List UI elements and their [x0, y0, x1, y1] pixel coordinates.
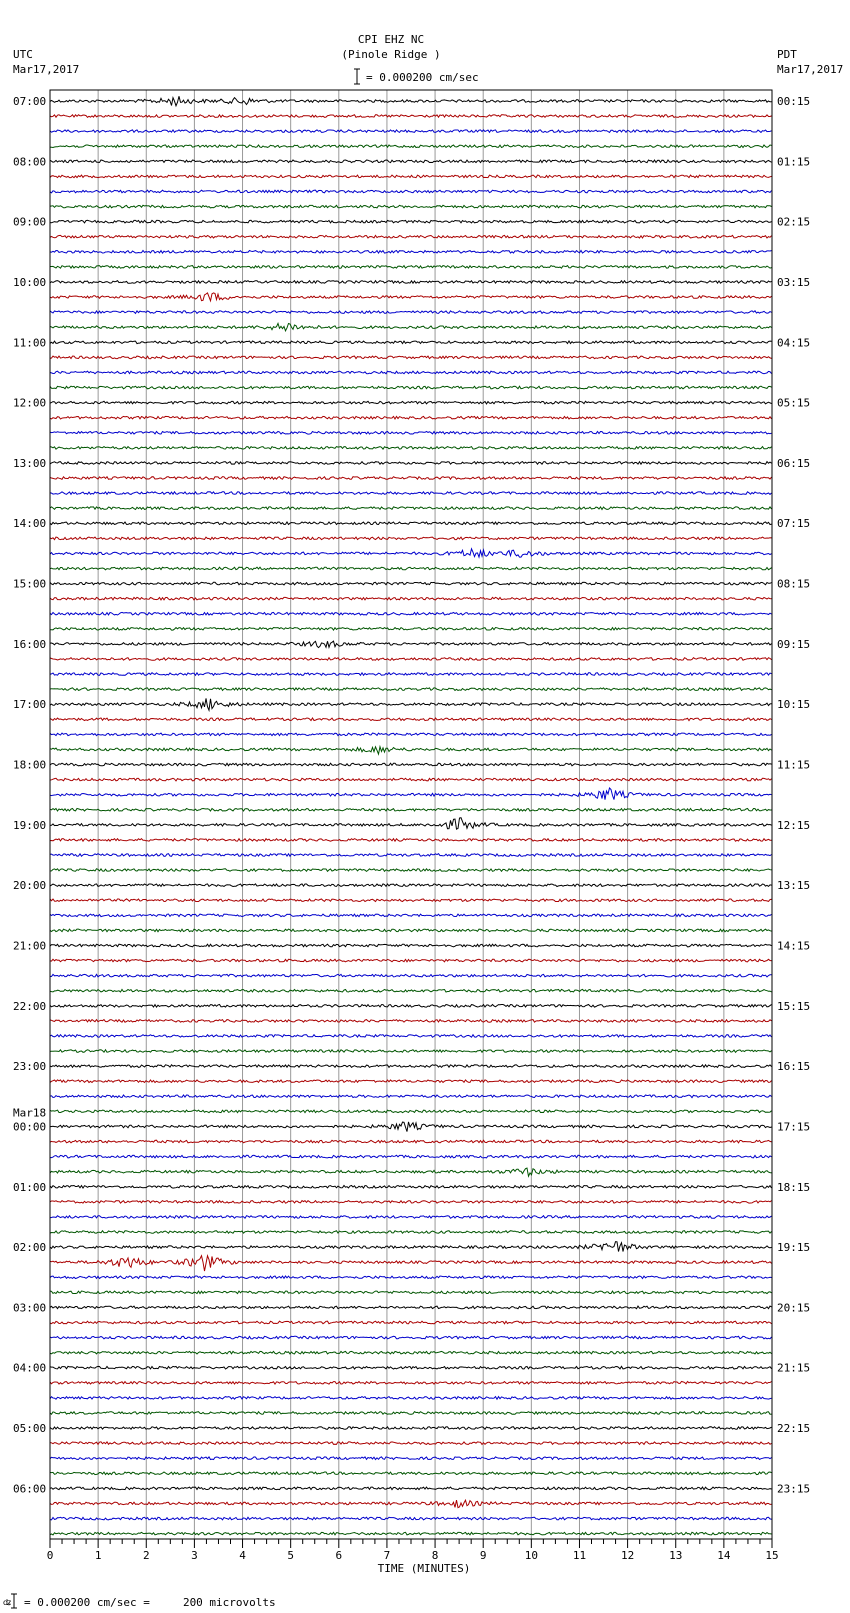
- station-location: (Pinole Ridge ): [341, 48, 441, 61]
- trace-32: [50, 582, 772, 585]
- trace-10: [50, 251, 772, 254]
- trace-88: [50, 1427, 772, 1430]
- x-tick-label: 11: [572, 1549, 587, 1562]
- trace-57: [50, 959, 772, 962]
- right-hour-label: 01:15: [777, 155, 811, 169]
- x-tick-label: 1: [94, 1549, 102, 1562]
- trace-78: [50, 1276, 772, 1279]
- trace-76: [50, 1242, 772, 1252]
- trace-68: [50, 1122, 772, 1132]
- trace-54: [50, 914, 772, 917]
- trace-29: [50, 537, 772, 540]
- trace-84: [50, 1366, 772, 1369]
- right-hour-label: 16:15: [777, 1060, 811, 1074]
- right-hour-label: 10:15: [777, 698, 811, 712]
- trace-31: [50, 567, 772, 570]
- trace-63: [50, 1050, 772, 1053]
- trace-71: [50, 1168, 772, 1176]
- right-hour-label: 07:15: [777, 517, 811, 531]
- trace-23: [50, 447, 772, 450]
- trace-20: [50, 401, 772, 404]
- trace-46: [50, 788, 772, 800]
- left-timezone: UTC: [13, 48, 33, 61]
- left-hour-label: 06:00: [13, 1482, 47, 1496]
- date-change-label: Mar18: [13, 1106, 47, 1120]
- trace-34: [50, 612, 772, 615]
- left-hour-label: 23:00: [13, 1060, 47, 1074]
- x-tick-label: 15: [765, 1549, 779, 1562]
- trace-37: [50, 658, 772, 661]
- trace-28: [50, 522, 772, 525]
- left-date: Mar17,2017: [13, 63, 80, 76]
- footer-marker-icon: ʥ: [3, 1598, 12, 1607]
- trace-30: [50, 549, 772, 557]
- trace-9: [50, 235, 772, 238]
- right-hour-label: 09:15: [777, 637, 811, 651]
- right-hour-label: 23:15: [777, 1482, 811, 1496]
- trace-25: [50, 477, 772, 480]
- right-hour-label: 04:15: [777, 336, 811, 350]
- station-title: CPI EHZ NC: [357, 33, 425, 46]
- trace-49: [50, 839, 772, 842]
- trace-73: [50, 1201, 772, 1204]
- right-hour-label: 21:15: [777, 1361, 811, 1375]
- left-hour-label: 21:00: [13, 939, 47, 953]
- left-hour-label: 00:00: [13, 1120, 47, 1134]
- left-hour-label: 10:00: [13, 275, 47, 289]
- trace-91: [50, 1472, 772, 1475]
- left-hour-label: 16:00: [13, 637, 47, 651]
- trace-19: [50, 386, 772, 389]
- trace-66: [50, 1095, 772, 1098]
- right-hour-label: 14:15: [777, 939, 811, 953]
- trace-60: [50, 1005, 772, 1008]
- trace-61: [50, 1020, 772, 1023]
- x-tick-label: 2: [142, 1549, 150, 1562]
- trace-33: [50, 597, 772, 600]
- right-hour-label: 18:15: [777, 1180, 811, 1194]
- left-hour-label: 07:00: [13, 95, 47, 108]
- trace-70: [50, 1155, 772, 1158]
- x-tick-label: 7: [383, 1549, 391, 1562]
- trace-35: [50, 628, 772, 631]
- trace-39: [50, 688, 772, 691]
- right-hour-label: 05:15: [777, 396, 811, 410]
- x-tick-label: 10: [524, 1549, 538, 1562]
- trace-38: [50, 673, 772, 676]
- trace-27: [50, 507, 772, 510]
- right-hour-label: 12:15: [777, 818, 811, 832]
- trace-79: [50, 1291, 772, 1294]
- trace-48: [50, 818, 772, 829]
- trace-26: [50, 492, 772, 495]
- right-hour-label: 13:15: [777, 879, 811, 893]
- trace-17: [50, 356, 772, 359]
- trace-12: [50, 281, 772, 284]
- right-hour-label: 17:15: [777, 1120, 811, 1134]
- trace-44: [50, 763, 772, 766]
- trace-50: [50, 854, 772, 857]
- right-hour-label: 08:15: [777, 577, 811, 591]
- trace-52: [50, 884, 772, 887]
- x-tick-label: 3: [191, 1549, 198, 1562]
- x-tick-label: 12: [620, 1549, 635, 1562]
- trace-16: [50, 341, 772, 344]
- x-tick-label: 0: [46, 1549, 54, 1562]
- trace-62: [50, 1035, 772, 1038]
- trace-93: [50, 1500, 772, 1508]
- left-hour-label: 14:00: [13, 517, 47, 531]
- left-hour-label: 20:00: [13, 879, 47, 893]
- right-hour-label: 20:15: [777, 1301, 811, 1315]
- trace-36: [50, 641, 772, 648]
- left-hour-label: 03:00: [13, 1301, 47, 1315]
- x-axis-title: TIME (MINUTES): [377, 1562, 471, 1575]
- trace-4: [50, 160, 772, 163]
- trace-6: [50, 190, 772, 193]
- trace-80: [50, 1306, 772, 1309]
- trace-56: [50, 944, 772, 947]
- x-tick-label: 13: [669, 1549, 683, 1562]
- trace-53: [50, 899, 772, 902]
- trace-14: [50, 311, 772, 314]
- trace-41: [50, 718, 772, 721]
- right-date: Mar17,2017: [777, 63, 844, 76]
- trace-75: [50, 1231, 772, 1234]
- right-hour-label: 11:15: [777, 758, 811, 772]
- trace-5: [50, 175, 772, 178]
- traces: [50, 96, 772, 1535]
- trace-94: [50, 1517, 772, 1520]
- trace-85: [50, 1382, 772, 1385]
- trace-15: [50, 323, 772, 330]
- right-hour-label: 06:15: [777, 456, 811, 470]
- trace-11: [50, 266, 772, 269]
- left-hour-label: 15:00: [13, 577, 47, 591]
- left-hour-label: 08:00: [13, 155, 47, 169]
- trace-86: [50, 1397, 772, 1400]
- trace-69: [50, 1140, 772, 1143]
- trace-95: [50, 1532, 772, 1535]
- trace-1: [50, 115, 772, 118]
- trace-13: [50, 293, 772, 301]
- right-hour-label: 22:15: [777, 1422, 811, 1436]
- trace-65: [50, 1080, 772, 1083]
- right-hour-label: 15:15: [777, 999, 811, 1013]
- right-hour-label: 19:15: [777, 1241, 811, 1255]
- trace-22: [50, 432, 772, 435]
- trace-59: [50, 989, 772, 992]
- trace-77: [50, 1256, 772, 1271]
- footer-scale-note: = 0.000200 cm/sec = 200 microvolts: [24, 1596, 276, 1609]
- trace-72: [50, 1186, 772, 1189]
- x-tick-label: 14: [717, 1549, 731, 1562]
- trace-47: [50, 809, 772, 812]
- left-hour-label: 17:00: [13, 698, 47, 712]
- left-hour-label: 02:00: [13, 1241, 47, 1255]
- left-hour-labels: [13, 95, 46, 1495]
- right-hour-label: 02:15: [777, 215, 811, 229]
- left-hour-label: 12:00: [13, 396, 47, 410]
- left-hour-label: 13:00: [13, 456, 47, 470]
- trace-2: [50, 130, 772, 133]
- x-tick-label: 6: [335, 1549, 343, 1562]
- trace-64: [50, 1065, 772, 1068]
- left-hour-label: 04:00: [13, 1361, 47, 1375]
- trace-3: [50, 145, 772, 148]
- trace-7: [50, 205, 772, 208]
- left-hour-label: 05:00: [13, 1422, 47, 1436]
- trace-21: [50, 416, 772, 419]
- trace-55: [50, 929, 772, 932]
- trace-8: [50, 220, 772, 223]
- right-hour-labels: [777, 95, 810, 1495]
- trace-58: [50, 974, 772, 977]
- trace-0: [50, 96, 772, 106]
- x-tick-label: 4: [239, 1549, 246, 1562]
- trace-45: [50, 778, 772, 781]
- left-hour-label: 09:00: [13, 215, 47, 229]
- trace-81: [50, 1321, 772, 1324]
- trace-18: [50, 371, 772, 374]
- trace-74: [50, 1216, 772, 1219]
- scale-label: = 0.000200 cm/sec: [366, 71, 479, 84]
- left-hour-label: 19:00: [13, 818, 47, 832]
- trace-90: [50, 1457, 772, 1460]
- x-tick-label: 9: [479, 1549, 487, 1562]
- trace-82: [50, 1336, 772, 1339]
- trace-92: [50, 1487, 772, 1490]
- right-timezone: PDT: [777, 48, 797, 61]
- x-axis: [47, 1539, 779, 1562]
- trace-83: [50, 1351, 772, 1354]
- trace-89: [50, 1442, 772, 1445]
- footer-scale-icon: [11, 1594, 17, 1608]
- trace-40: [50, 698, 772, 710]
- trace-42: [50, 733, 772, 736]
- trace-24: [50, 462, 772, 465]
- left-hour-label: 01:00: [13, 1180, 47, 1194]
- trace-51: [50, 869, 772, 872]
- scale-bar-icon: [354, 69, 360, 84]
- left-hour-label: 22:00: [13, 999, 47, 1013]
- trace-87: [50, 1412, 772, 1415]
- trace-43: [50, 747, 772, 754]
- right-hour-label: 03:15: [777, 275, 811, 289]
- trace-67: [50, 1110, 772, 1113]
- x-tick-label: 5: [287, 1549, 294, 1562]
- left-hour-label: 11:00: [13, 336, 47, 350]
- left-hour-label: 18:00: [13, 758, 47, 772]
- right-hour-label: 00:15: [777, 95, 811, 108]
- x-tick-label: 8: [431, 1549, 439, 1562]
